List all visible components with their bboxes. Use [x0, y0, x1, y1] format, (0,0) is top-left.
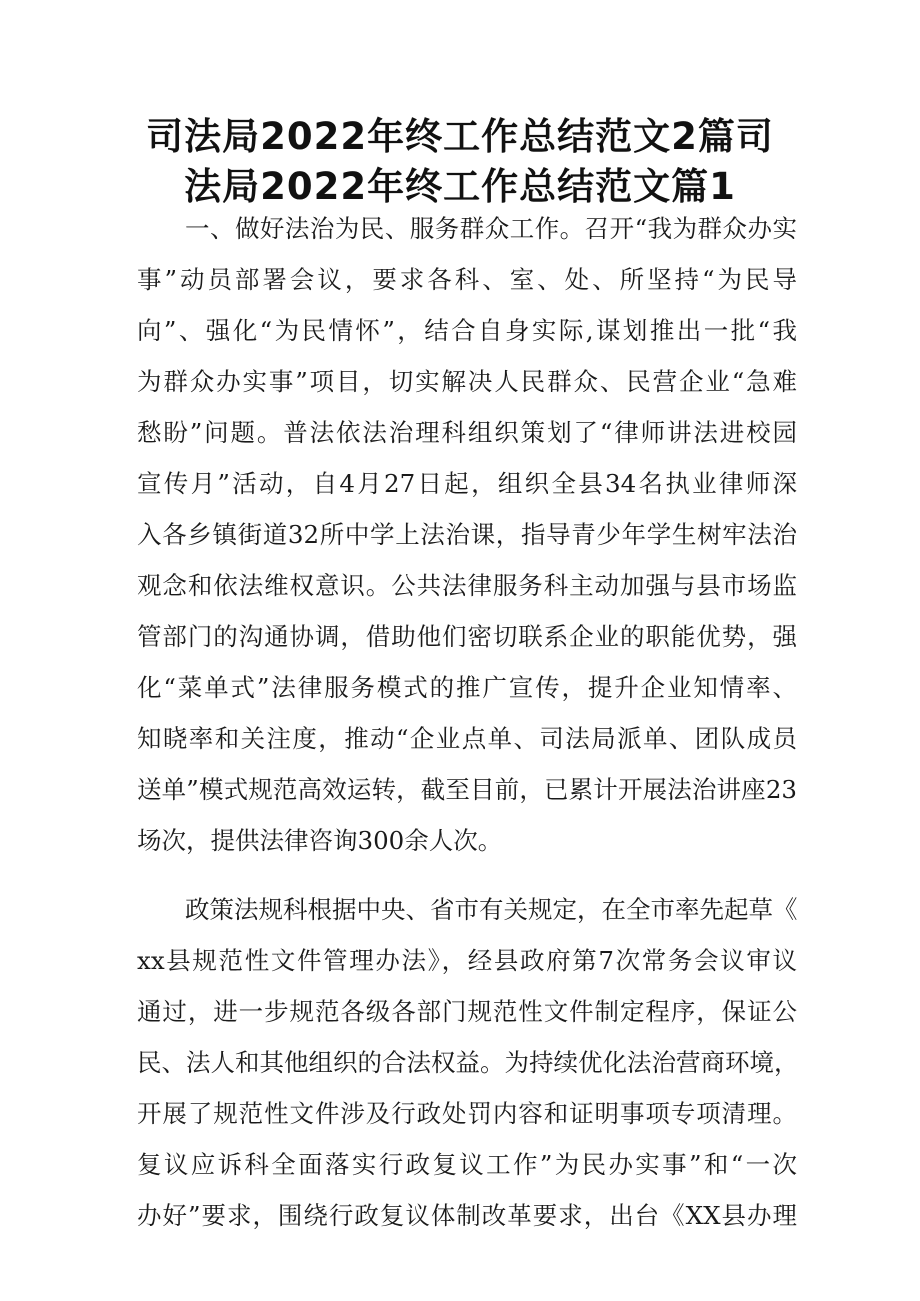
paragraph-1-line-6: 宣传月”活动，自4月27日起，组织全县34名执业律师深 [137, 469, 797, 498]
paragraph-1-line-11: 知晓率和关注度，推动“企业点单、司法局派单、团队成员 [137, 724, 797, 753]
paragraph-1-line-9: 管部门的沟通协调，借助他们密切联系企业的职能优势，强 [137, 622, 797, 651]
paragraph-2-line-7: 办好”要求，围绕行政复议体制改革要求，出台《XX县办理 [137, 1201, 797, 1230]
paragraph-1-line-5: 愁盼”问题。普法依法治理科组织策划了“律师讲法进校园 [137, 418, 797, 447]
document-title-line-1: 司法局2022年终工作总结范文2篇司 [146, 115, 774, 158]
paragraph-2-line-4: 民、法人和其他组织的合法权益。为持续优化法治营商环境， [137, 1048, 799, 1077]
paragraph-2-line-2: xx县规范性文件管理办法》，经县政府第7次常务会议审议 [137, 946, 797, 975]
paragraph-2-line-6: 复议应诉科全面落实行政复议工作”为民办实事”和“一次 [137, 1150, 797, 1179]
paragraph-1-line-13: 场次，提供法律咨询300余人次。 [137, 826, 503, 855]
paragraph-1-line-12: 送单”模式规范高效运转，截至目前，已累计开展法治讲座23 [137, 775, 797, 804]
document-title-line-2 [0, 156, 920, 210]
paragraph-1-line-4: 为群众办实事”项目，切实解决人民群众、民营企业“急难 [137, 367, 797, 396]
paragraph-1-line-1: 一、做好法治为民、服务群众工作。召开“我为群众办实 [185, 214, 797, 243]
document-title-line-2-text: 法局2022年终工作总结范文篇1 [184, 165, 736, 208]
paragraph-2-line-5: 开展了规范性文件涉及行政处罚内容和证明事项专项清理。 [137, 1099, 797, 1128]
paragraph-1-line-2: 事”动员部署会议，要求各科、室、处、所坚持“为民导 [137, 265, 797, 294]
paragraph-1-line-8: 观念和依法维权意识。公共法律服务科主动加强与县市场监 [137, 571, 797, 600]
paragraph-2-line-1: 政策法规科根据中央、省市有关规定，在全市率先起草《 [185, 895, 798, 924]
paragraph-1-line-10: 化“菜单式”法律服务模式的推广宣传，提升企业知情率、 [137, 673, 797, 702]
paragraph-1-line-7: 入各乡镇街道32所中学上法治课，指导青少年学生树牢法治 [137, 520, 797, 549]
paragraph-2-line-3: 通过，进一步规范各级各部门规范性文件制定程序，保证公 [137, 997, 797, 1026]
paragraph-1-line-3: 向”、强化“为民情怀”，结合自身实际,谋划推出一批“我 [137, 316, 797, 345]
